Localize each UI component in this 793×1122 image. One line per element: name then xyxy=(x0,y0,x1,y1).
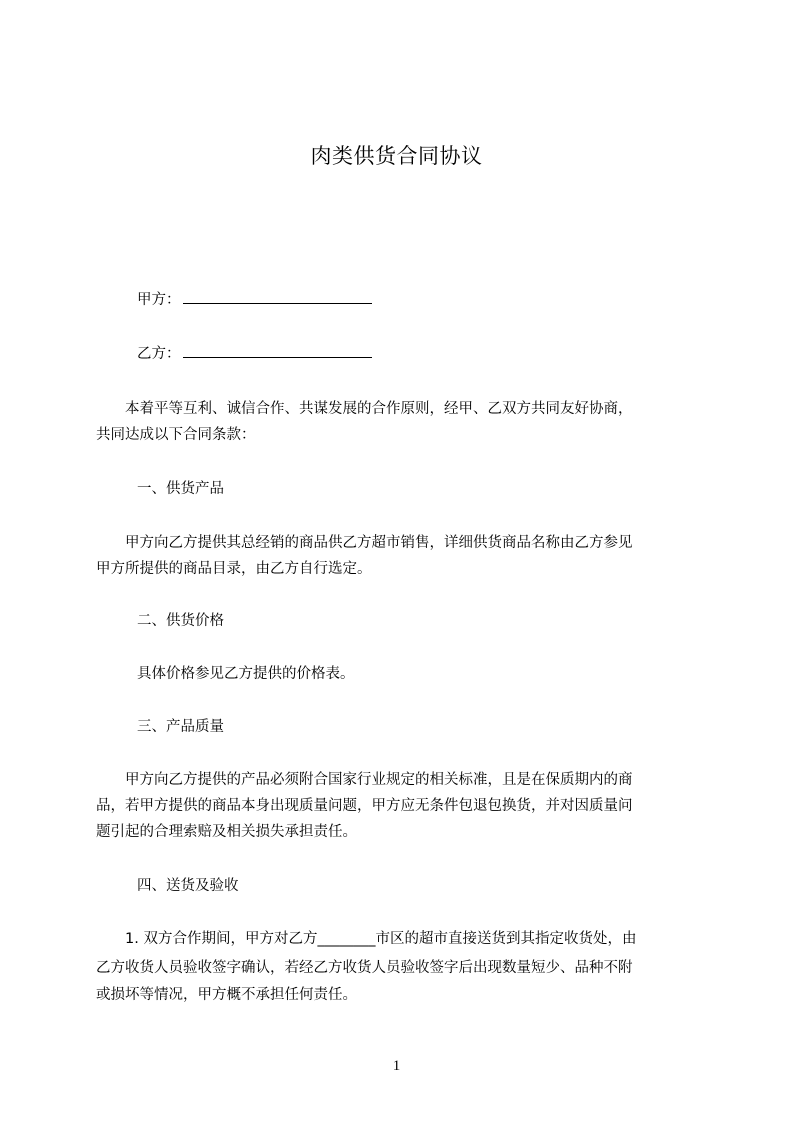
party-b-line xyxy=(137,343,372,364)
document-title: 肉类供货合同协议 xyxy=(310,144,483,168)
section-3-line-1: 甲方向乙方提供的产品必须附合国家行业规定的相关标准，且是在保质期内的商 xyxy=(96,772,633,788)
party-b-blank xyxy=(183,343,372,358)
party-a-blank xyxy=(183,289,372,304)
section-2-line-1: 具体价格参见乙方提供的价格表。 xyxy=(137,666,355,682)
section-1-line-1: 甲方向乙方提供其总经销的商品供乙方超市销售，详细供货商品名称由乙方参见 xyxy=(96,535,633,551)
section-1-heading: 一、供货产品 xyxy=(137,481,224,497)
intro-line-2: 共同达成以下合同条款： xyxy=(96,427,256,443)
section-1-line-2: 甲方所提供的商品目录，由乙方自行选定。 xyxy=(96,561,372,577)
party-a-line xyxy=(137,289,372,310)
section-4-line-3: 或损坏等情况，甲方概不承担任何责任。 xyxy=(96,987,357,1003)
party-a-label: 甲方： xyxy=(137,292,181,308)
section-3-line-3: 题引起的合理索赔及相关损失承担责任。 xyxy=(96,824,357,840)
page-number: 1 xyxy=(392,1058,401,1074)
section-3-line-2: 品，若甲方提供的商品本身出现质量问题，甲方应无条件包退包换货，并对因质量问 xyxy=(96,798,633,814)
intro-line-1: 本着平等互利、诚信合作、共谋发展的合作原则，经甲、乙双方共同友好协商， xyxy=(96,401,633,417)
section-4-line-1: 1. 双方合作期间，甲方对乙方________市区的超市直接送货到其指定收货处，由 xyxy=(96,931,637,947)
section-3-heading: 三、产品质量 xyxy=(137,719,224,735)
party-b-label: 乙方： xyxy=(137,346,181,362)
section-2-heading: 二、供货价格 xyxy=(137,613,224,629)
section-4-heading: 四、送货及验收 xyxy=(137,878,239,894)
section-4-line-2: 乙方收货人员验收签字确认，若经乙方收货人员验收签字后出现数量短少、品种不附 xyxy=(96,960,633,976)
